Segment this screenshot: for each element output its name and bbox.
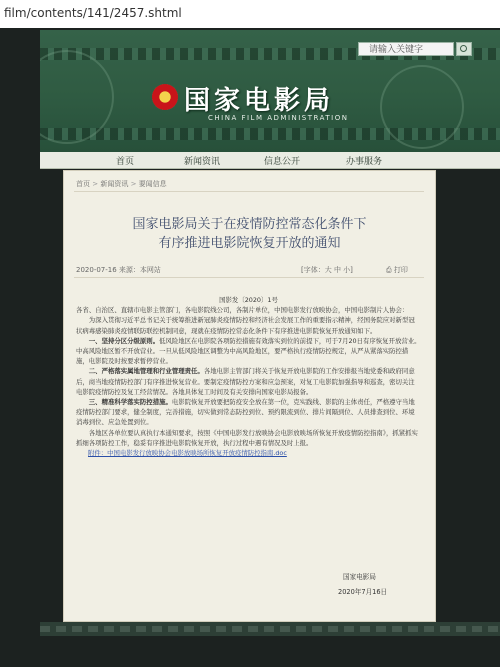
document-number: 国影发〔2020〕1号 (219, 296, 278, 304)
article-panel (63, 170, 436, 622)
intro-paragraph: 为深入贯彻习近平总书记关于统筹推进新冠肺炎疫情防控和经济社会发展工作的重要指示精神，经国务院应对新型冠状病毒感染肺炎疫情联防联控机制同意，现就在疫情防控常态化条件下有序推进电影院恢复开放通知如下。 (76, 316, 415, 335)
item-1-body: 低风险地区在电影院各项防控措施有效落实到位的前提下，可于7月20日有序恢复开放营业。中高风险地区暂不开放营业。一旦从低风险地区调整为中高风险地区，要严格执行疫情防控规定，从严从紧落实防控措施，电影院及时按要求暂停营业。 (76, 336, 421, 366)
article-title: 国家电影局关于在疫情防控常态化条件下 (132, 217, 367, 232)
item-1-heading: 一、坚持分区分级原则。 (88, 336, 160, 345)
site-logo[interactable]: 国家电影局 (184, 86, 335, 116)
article-body (76, 295, 421, 458)
breadcrumb-home[interactable]: 首页 (76, 180, 90, 188)
closing-paragraph: 各地区各单位要认真执行本通知要求，按照《中国电影发行放映协会电影放映场所恢复开放疫情防控指南》，抓紧抓实抓细各项防控工作，稳妥有序推进电影院恢复开放，执行过程中遇有情况及时上报。 (76, 428, 418, 447)
item-3-heading: 三、精准科学落实防控措施。 (88, 398, 172, 407)
signature-date: 2020年7月16日 (338, 588, 388, 596)
item-3-paragraph (76, 397, 421, 428)
item-1-paragraph (76, 336, 421, 367)
article-title: 有序推进电影院恢复开放的通知 (158, 236, 341, 251)
nav-item-home[interactable]: 首页 (116, 157, 135, 167)
divider (74, 277, 424, 278)
divider (74, 191, 424, 192)
site-footer (40, 622, 500, 636)
breadcrumb: 首页 > 新闻资讯 > 要闻信息 (76, 180, 167, 188)
printer-icon: ⎙ (386, 266, 392, 274)
breadcrumb-news[interactable]: 新闻资讯 (100, 180, 129, 188)
print-label: 打印 (393, 266, 408, 274)
font-size-control[interactable]: [字体：大 中 小] (301, 266, 353, 274)
main-nav (40, 152, 500, 169)
address-bar[interactable] (0, 0, 500, 29)
search-button[interactable] (456, 42, 472, 56)
article-meta: 2020-07-16 来源：本网站 (76, 266, 161, 274)
national-emblem-icon (152, 84, 178, 110)
breadcrumb-headlines[interactable]: 要闻信息 (138, 180, 167, 188)
item-2-body: 各地电影主管部门将关于恢复开放电影院的工作安排报当地党委和政府同意后，商当地疫情防控部门有序推进恢复营业。要制定疫情防控方案和应急预案，对复工电影院加强指导和巡查，密切关注电影院疫情防控及复工经营情况。各地具体复工时间及有关安排向国家电影局报备。 (76, 367, 415, 396)
site-logo-english: CHINA FILM ADMINISTRATION (208, 114, 349, 122)
signature-org: 国家电影局 (343, 573, 376, 581)
url-text[interactable]: film/contents/141/2457.shtml (4, 6, 182, 20)
nav-item-news[interactable]: 新闻资讯 (184, 157, 221, 167)
nav-item-services[interactable]: 办事服务 (346, 157, 383, 167)
item-3-body: 电影院恢复开放要把防疫安全放在第一位，克实践线、影院的主体责任，严格遵守当地疫情防控部门要求，健全制度，完善措施，切实做到常态防控到位、预约限流到位、排片间隔到位、人员排查到位、环境消毒到位、应急处置到位。 (76, 398, 415, 427)
film-reel-decoration (380, 65, 464, 149)
nav-item-disclosure[interactable]: 信息公开 (264, 157, 301, 167)
search-input[interactable]: 请输入关键字 (358, 42, 454, 56)
item-2-paragraph (76, 366, 421, 397)
item-2-heading: 二、严格落实属地管理和行业管理责任。 (88, 367, 204, 376)
print-button[interactable] (386, 265, 408, 275)
attachment-link[interactable]: 附件：中国电影发行放映协会电影放映场所恢复开放疫情防控指南.doc (88, 449, 287, 458)
recipients: 各省、自治区、直辖市电影主管部门，各电影院线公司，各制片单位，中国电影发行放映协会，中国电影制片人协会： (76, 306, 409, 315)
site-header (40, 30, 500, 152)
